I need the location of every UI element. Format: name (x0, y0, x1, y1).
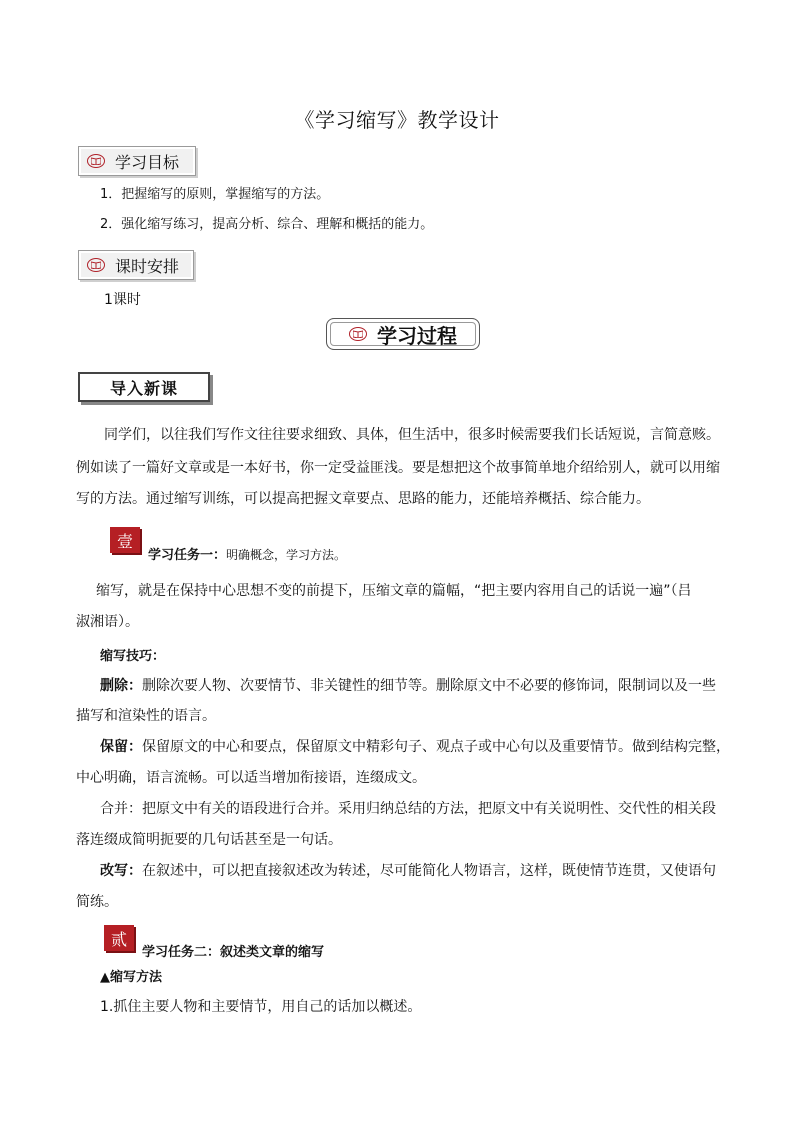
open-book-icon (87, 154, 105, 168)
skill-text: 在叙述中，可以把直接叙述改为转述，尽可能简化人物语言，这样，既使情节连贯，又使语句 (142, 863, 716, 879)
skill-delete-line (100, 675, 716, 697)
skill-label: 合并： (100, 801, 142, 817)
definition-line: 缩写，就是在保持中心思想不变的前提下，压缩文章的篇幅，“把主要内容用自己的话说一遍”（吕 (96, 583, 692, 599)
task-subtitle: 明确概念，学习方法。 (226, 548, 347, 562)
skill-keep-line: 中心明确，语言流畅。可以适当增加衔接语，连缀成文。 (76, 770, 426, 786)
skill-label: 改写： (100, 863, 142, 879)
open-book-icon (87, 258, 105, 272)
goal-item: 1．把握缩写的原则，掌握缩写的方法。 (100, 187, 330, 202)
method-item: 1.抓住主要人物和主要情节，用自己的话加以概述。 (100, 999, 422, 1015)
skill-label: 保留： (100, 739, 142, 755)
skill-merge-line (100, 798, 716, 820)
task-badge: 壹 (110, 527, 140, 553)
skill-text: 保留原文的中心和要点，保留原文中精彩句子、观点子或中心句以及重要情节。做到结构完整， (142, 739, 730, 755)
intro-label: 导入新课 (109, 378, 178, 398)
section-banner-process (326, 318, 480, 350)
task-title: 学习任务一： (148, 548, 227, 563)
section-label: 课时安排 (115, 256, 180, 276)
skill-text: 删除次要人物、次要情节、非关键性的细节等。删除原文中不必要的修饰词，限制词以及一些 (142, 678, 716, 694)
task2-title: 学习任务二：叙述类文章的缩写 (142, 945, 325, 960)
method-title: ▲缩写方法 (100, 970, 162, 985)
skill-text: 把原文中有关的语段进行合并。采用归纳总结的方法，把原文中有关说明性、交代性的相关段 (142, 801, 716, 817)
skill-label: 删除： (100, 678, 142, 694)
skill-delete-line: 描写和渲染性的语言。 (76, 708, 216, 724)
skills-title: 缩写技巧： (100, 649, 166, 664)
intro-line: 同学们，以往我们写作文往往要求细致、具体，但生活中，很多时候需要我们长话短说，言简意赅。 (104, 427, 720, 443)
skill-merge-line: 落连缀成简明扼要的几句话甚至是一句话。 (76, 832, 342, 848)
skill-rewrite-line: 简练。 (76, 894, 118, 910)
skill-rewrite-line (100, 860, 716, 882)
section-label: 学习目标 (115, 152, 180, 172)
section-header-goals (78, 146, 196, 176)
section-header-intro (78, 372, 210, 402)
section-header-schedule (78, 250, 194, 280)
intro-line: 写的方法。通过缩写训练，可以提高把握文章要点、思路的能力，还能培养概括、综合能力。 (76, 491, 650, 507)
definition-line: 淑湘语）。 (76, 614, 139, 630)
skill-keep-line (100, 736, 730, 758)
schedule-text: 1课时 (104, 292, 141, 308)
open-book-icon (349, 327, 367, 341)
task1-heading (148, 544, 346, 563)
goal-item: 2．强化缩写练习，提高分析、综合、理解和概括的能力。 (100, 217, 434, 232)
task-badge: 贰 (104, 925, 134, 951)
banner-label: 学习过程 (377, 323, 457, 348)
page-title: 《学习缩写》教学设计 (294, 108, 500, 132)
intro-line: 例如读了一篇好文章或是一本好书，你一定受益匪浅。要是想把这个故事简单地介绍给别人，就可以用缩 (76, 460, 720, 476)
